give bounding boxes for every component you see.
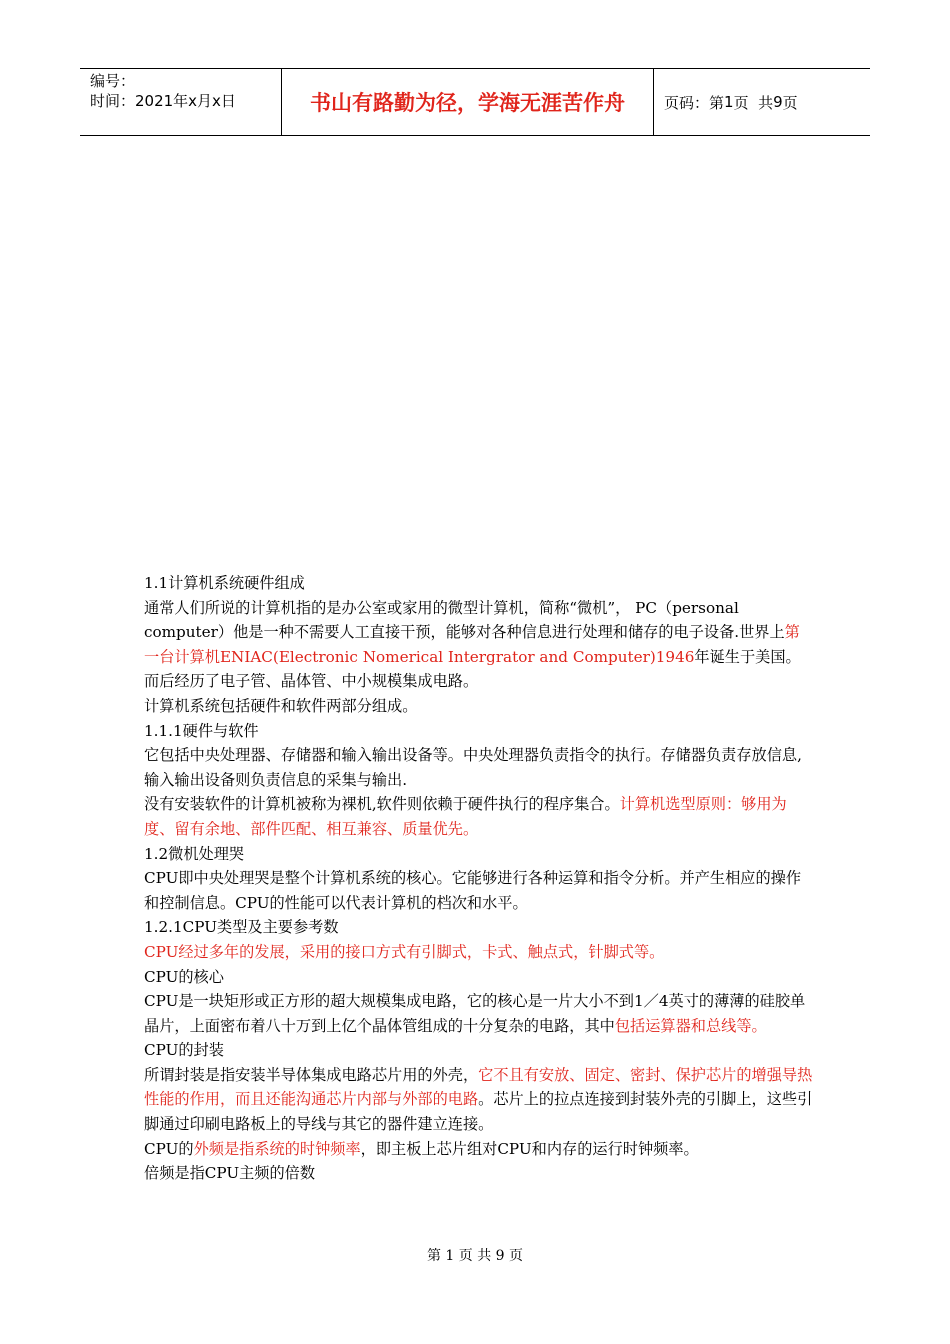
paragraph — [144, 1063, 814, 1137]
section-heading: CPU的核心 — [144, 967, 224, 986]
header-meta — [80, 69, 281, 135]
highlight-text: 它不且有安放、固定、密封、保护芯片的增强导热性能的作用，而且还能沟通芯片内部与外部的电路 — [144, 1065, 813, 1109]
header-page-info — [654, 69, 870, 135]
paragraph-text: 。芯片上的拉点连接到封装外壳的引脚上，这些引脚通过印刷电路板上的导线与其它的器件建立连接。 — [144, 1090, 813, 1134]
paragraph: 倍频是指CPU主频的倍数 — [144, 1164, 316, 1183]
footer-mid: 页 共 — [454, 1248, 496, 1264]
footer-suffix: 页 — [504, 1248, 524, 1264]
header-motto: 书山有路勤为径，学海无涯苦作舟 — [281, 69, 654, 135]
paragraph — [144, 989, 814, 1038]
paragraph: 计算机系统包括硬件和软件两部分组成。 — [144, 696, 418, 715]
paragraph-text: CPU的 — [144, 1139, 194, 1158]
footer-page-number: 1 — [445, 1248, 455, 1264]
section-heading: 1.2.1CPU类型及主要参考数 — [144, 918, 339, 937]
page-header — [80, 68, 870, 136]
paragraph-text: 年诞生于美国。而后经历了电子管、晶体管、中小规模集成电路。 — [144, 647, 801, 691]
document-time-label: 时间：2021年x月x日 — [90, 92, 236, 110]
section-heading: 1.2微机处理哭 — [144, 844, 245, 863]
paragraph — [144, 596, 814, 694]
section-heading: 1.1计算机系统硬件组成 — [144, 574, 305, 592]
header-page-number: 1 — [724, 93, 734, 111]
footer-prefix: 第 — [426, 1248, 446, 1264]
document-number-label: 编号： — [90, 72, 136, 90]
page-footer — [0, 1245, 950, 1265]
highlight-text: 外频是指系统的时钟频率 — [193, 1139, 361, 1158]
header-page-total: 9 — [773, 93, 783, 111]
paragraph-text: 没有安装软件的计算机被称为裸机,软件则依赖于硬件执行的程序集合。 — [144, 795, 620, 814]
header-page-mid: 页 共 — [733, 93, 774, 112]
paragraph — [144, 1137, 814, 1162]
paragraph-text: 通常人们所说的计算机指的是办公室或家用的微型计算机，简称“微机”， PC（personal computer）他是一种不需要人工直接干预，能够对各种信息进行处理和储存的电子设备.世界上 — [144, 598, 785, 642]
section-heading: 1.1.1硬件与软件 — [144, 721, 259, 740]
highlight-paragraph: CPU经过多年的发展，采用的接口方式有引脚式，卡式、触点式，针脚式等。 — [144, 942, 665, 961]
paragraph-text: 所谓封装是指安装半导体集成电路芯片用的外壳， — [144, 1065, 479, 1084]
paragraph-text: CPU是一块矩形或正方形的超大规模集成电路，它的核心是一片大小不到1／4英寸的薄薄的硅胶单晶片，上面密布着八十万到上亿个晶体管组成的十分复杂的电路，其中 — [144, 992, 806, 1035]
paragraph-text: ，即主板上芯片组对CPU和内存的运行时钟频率。 — [360, 1139, 699, 1158]
highlight-text: 计算机选型原则：够用为度、留有余地、部件匹配、相互兼容、质量优先。 — [144, 795, 787, 838]
highlight-text: 包括运算器和总线等。 — [614, 1016, 767, 1035]
document-body — [144, 571, 814, 1186]
highlight-text: 第一台计算机ENIAC(Electronic Nomerical Intergrator and Computer)1946 — [144, 623, 800, 666]
header-page-suffix: 页 — [782, 93, 798, 112]
paragraph: CPU即中央处理哭是整个计算机系统的核心。它能够进行各种运算和指令分析。并产生相应的操作和控制信息。CPU的性能可以代表计算机的档次和水平。 — [144, 869, 802, 912]
header-page-prefix: 页码：第 — [664, 93, 725, 112]
paragraph — [144, 792, 814, 841]
footer-page-total: 9 — [495, 1248, 505, 1264]
paragraph: 它包括中央处理器、存储器和输入输出设备等。中央处理器负责指令的执行。存储器负责存放信息,输入输出设备则负责信息的采集与输出. — [144, 746, 802, 789]
section-heading: CPU的封装 — [144, 1041, 224, 1060]
